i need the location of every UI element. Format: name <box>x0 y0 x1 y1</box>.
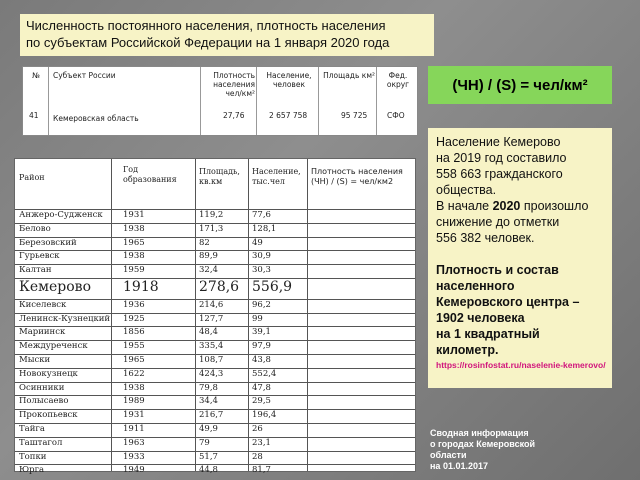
info-line: снижение до отметки <box>436 215 560 229</box>
source-link[interactable]: https://rosinfostat.ru/naselenie-kemerovo/ <box>436 360 606 370</box>
cell-population: 30,9 <box>252 251 271 262</box>
cell-district: Калтан <box>19 265 52 276</box>
header-district: Район <box>19 173 45 182</box>
header-year: Год образования <box>123 165 177 184</box>
cell-year: 1856 <box>123 327 145 338</box>
cell-area: 51,7 <box>199 451 218 462</box>
header-area: Площадь км² <box>323 71 375 80</box>
cell-year: 1963 <box>123 437 145 448</box>
cell-district: Таштагол <box>19 437 63 448</box>
cell-area: 108,7 <box>199 354 224 365</box>
row-divider <box>15 437 415 438</box>
cell-population: 23,1 <box>252 437 271 448</box>
header-district: Фед. округ <box>386 71 410 89</box>
cell-district: Ленинск-Кузнецкий <box>19 313 111 324</box>
table-divider <box>111 159 112 471</box>
cell-population: 49 <box>252 237 263 248</box>
row-district: СФО <box>387 111 405 120</box>
header-population: Население, человек <box>266 71 312 89</box>
summary-note <box>430 428 580 472</box>
cell-population: 552,4 <box>252 368 277 379</box>
info-line: километр. <box>436 343 499 357</box>
cell-district: Осинники <box>19 382 65 393</box>
cell-district: Березовский <box>19 237 77 248</box>
cell-area: 34,4 <box>199 396 218 407</box>
cell-population: 26 <box>252 423 263 434</box>
header-population: Население, тыс.чел <box>252 167 301 186</box>
info-line: населенного <box>436 279 515 293</box>
page-title <box>20 14 434 56</box>
cell-area: 32,4 <box>199 265 218 276</box>
cell-area: 48,4 <box>199 327 218 338</box>
cell-population: 99 <box>252 313 263 324</box>
header-num: № <box>32 71 40 80</box>
cell-district: Юрга <box>19 465 45 476</box>
cell-year: 1622 <box>123 368 145 379</box>
header-density: Плотность населения чел/км² <box>213 71 255 98</box>
title-line-1: Численность постоянного населения, плотность населения <box>26 18 386 33</box>
cell-district: Мыски <box>19 354 51 365</box>
info-text: В начале <box>436 199 493 213</box>
cell-year: 1955 <box>123 341 145 352</box>
header-subject: Субъект России <box>53 71 116 80</box>
cell-year: 1936 <box>123 299 145 310</box>
info-text: произошло <box>520 199 589 213</box>
cell-year: 1933 <box>123 451 145 462</box>
header-area: Площадь, кв.км <box>199 167 240 186</box>
cell-district: Гурьевск <box>19 251 60 262</box>
cell-year: 1925 <box>123 313 145 324</box>
cell-district: Анжеро-Судженск <box>19 210 103 220</box>
table-divider <box>248 159 249 471</box>
cell-district: Мариинск <box>19 327 66 338</box>
cell-year: 1949 <box>123 465 145 476</box>
row-subject: Кемеровская область <box>53 114 139 123</box>
note-line: на 01.01.2017 <box>430 461 488 471</box>
table-divider <box>195 159 196 471</box>
row-density: 27,76 <box>223 111 245 120</box>
row-population: 2 657 758 <box>269 111 308 120</box>
cell-area: 82 <box>199 237 210 248</box>
cell-population: 556,9 <box>252 279 293 295</box>
row-area: 95 725 <box>341 111 368 120</box>
cities-table <box>14 158 416 476</box>
cell-area: 44,8 <box>199 465 218 476</box>
info-line: Кемеровского центра – <box>436 295 580 309</box>
cell-year: 1965 <box>123 354 145 365</box>
info-line: 556 382 человек. <box>436 231 535 245</box>
cell-year: 1911 <box>123 423 145 434</box>
cell-area: 79,8 <box>199 382 218 393</box>
cell-district: Топки <box>19 451 47 462</box>
cell-year: 1938 <box>123 382 145 393</box>
cell-area: 278,6 <box>199 279 240 295</box>
cell-population: 97,9 <box>252 341 271 352</box>
info-line: 558 663 гражданского <box>436 167 563 181</box>
cell-year: 1965 <box>123 237 145 248</box>
info-line: на 2019 год составило <box>436 151 567 165</box>
cell-district: Кемерово <box>19 279 91 295</box>
cell-year: 1959 <box>123 265 145 276</box>
info-panel <box>428 128 612 388</box>
note-line: Сводная информация <box>430 428 529 438</box>
info-line: на 1 квадратный <box>436 327 540 341</box>
cell-area: 79 <box>199 437 210 448</box>
cell-area: 335,4 <box>199 341 224 352</box>
cell-district: Киселевск <box>19 299 67 310</box>
cell-population: 81,7 <box>252 465 271 476</box>
cell-district: Белово <box>19 223 51 234</box>
cell-area: 127,7 <box>199 313 224 324</box>
cell-population: 30,3 <box>252 265 271 276</box>
info-line: общества. <box>436 183 497 197</box>
note-line: о городах Кемеровской <box>430 439 535 449</box>
cell-district: Междуреченск <box>19 341 88 352</box>
cell-year: 1918 <box>123 279 159 295</box>
cell-area: 119,2 <box>199 210 224 220</box>
cell-district: Полысаево <box>19 396 69 407</box>
row-num: 41 <box>29 111 39 120</box>
cell-population: 39,1 <box>252 327 271 338</box>
cell-area: 216,7 <box>199 410 224 421</box>
density-formula: (ЧН) / (S) = чел/км² <box>428 66 612 104</box>
cell-area: 424,3 <box>199 368 224 379</box>
cell-population: 29,5 <box>252 396 271 407</box>
cell-district: Тайга <box>19 423 45 434</box>
info-line: Население Кемерово <box>436 135 561 149</box>
region-summary-table <box>22 66 418 136</box>
cell-area: 49,9 <box>199 423 218 434</box>
header-density: Плотность населения (ЧН) / (S) = чел/км2 <box>311 167 403 186</box>
title-line-2: по субъектам Российской Федерации на 1 января 2020 года <box>26 35 390 50</box>
cell-population: 77,6 <box>252 210 271 220</box>
cell-area: 214,6 <box>199 299 224 310</box>
density-highlight <box>436 262 606 358</box>
cell-area: 89,9 <box>199 251 218 262</box>
info-line: 1902 человека <box>436 311 525 325</box>
note-line: области <box>430 450 467 460</box>
info-line <box>436 198 606 214</box>
table-divider <box>307 159 308 471</box>
cell-year: 1989 <box>123 396 145 407</box>
cell-population: 96,2 <box>252 299 271 310</box>
cell-population: 47,8 <box>252 382 271 393</box>
cell-year: 1931 <box>123 210 145 220</box>
cell-population: 28 <box>252 451 263 462</box>
info-line: Плотность и состав <box>436 263 559 277</box>
cell-population: 43,8 <box>252 354 271 365</box>
cell-district: Новокузнецк <box>19 368 78 379</box>
cell-year: 1938 <box>123 223 145 234</box>
cell-population: 128,1 <box>252 223 277 234</box>
cell-year: 1938 <box>123 251 145 262</box>
cell-year: 1931 <box>123 410 145 421</box>
cell-area: 171,3 <box>199 223 224 234</box>
cell-population: 196,4 <box>252 410 277 421</box>
info-year: 2020 <box>492 199 521 213</box>
cell-district: Прокопьевск <box>19 410 78 421</box>
